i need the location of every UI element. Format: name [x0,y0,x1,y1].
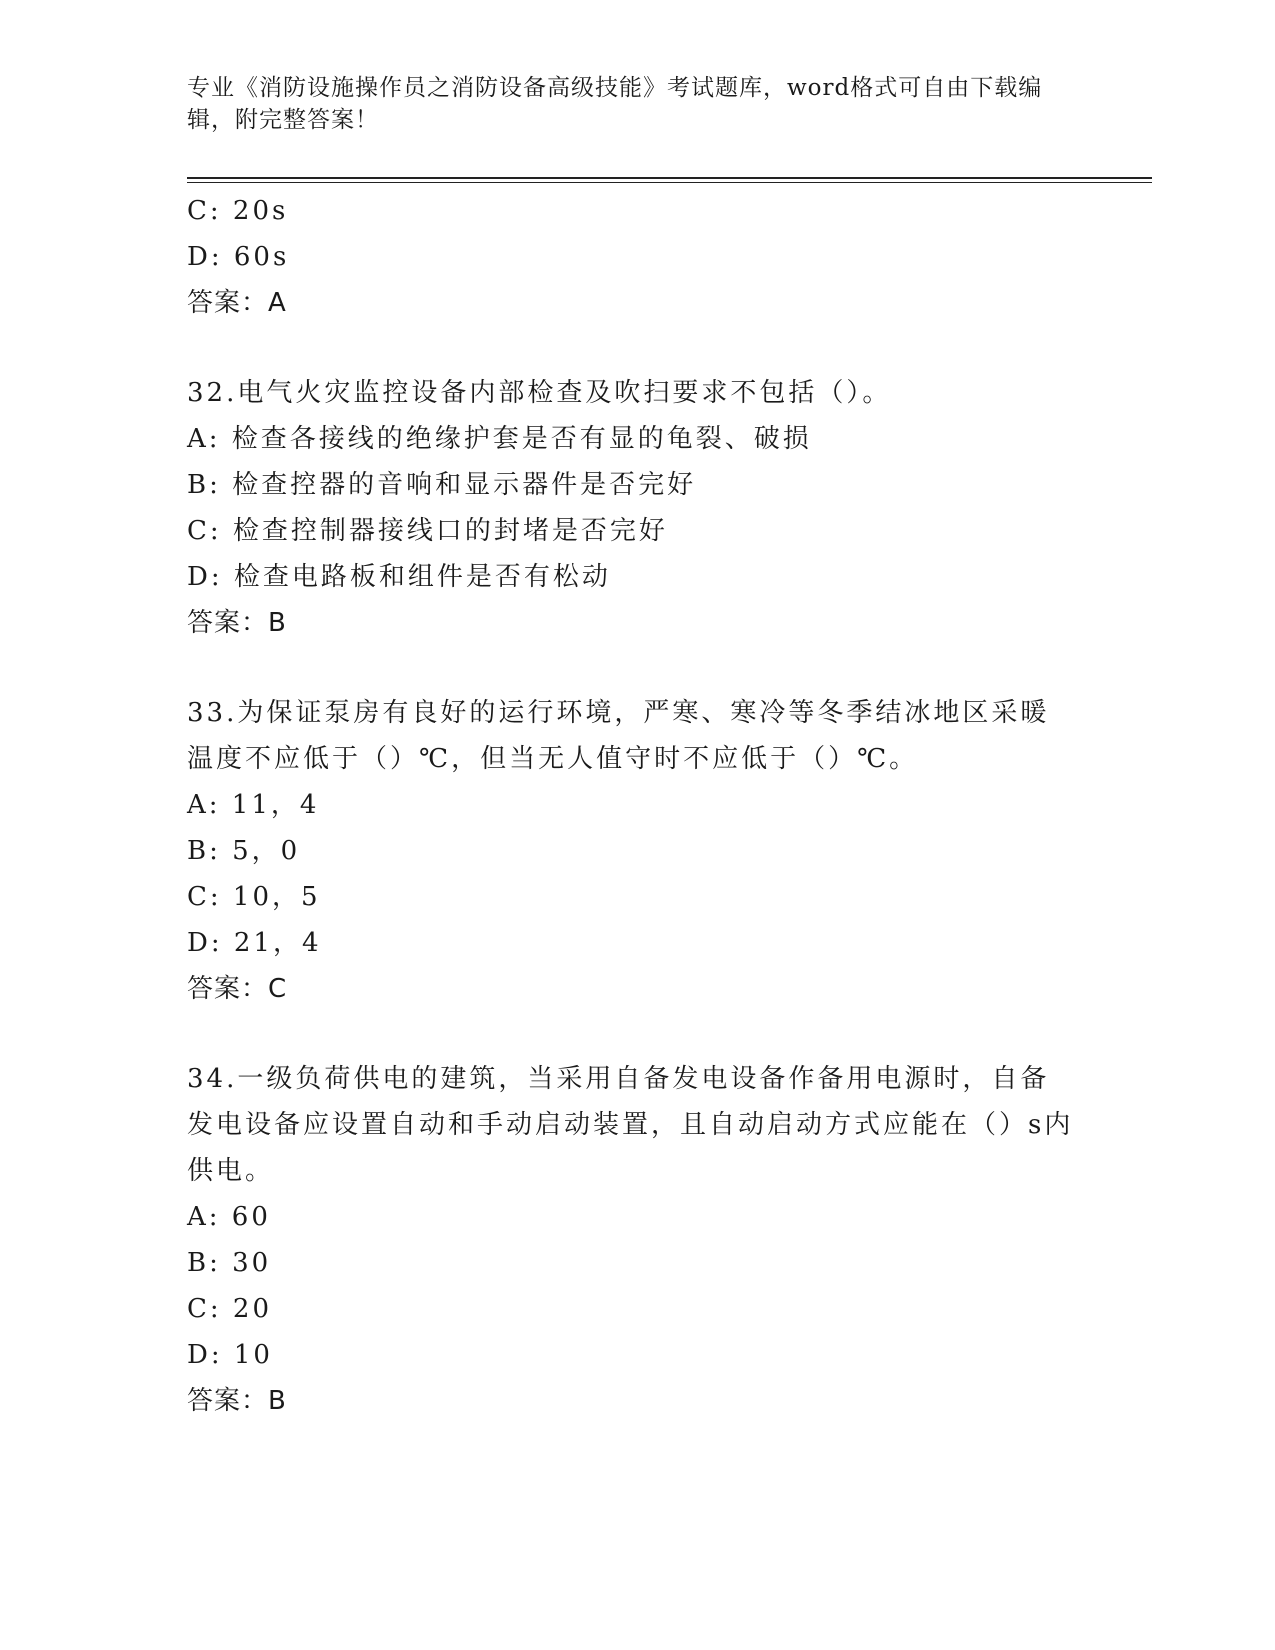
option-a: A: 11，4 [187,790,320,820]
question-32 [187,370,1087,646]
option-a: A: 60 [187,1202,271,1232]
spacer [187,646,1087,690]
question-33 [187,690,1087,1012]
spacer [187,1012,1087,1056]
option-c: C: 10，5 [187,882,321,912]
option-d: D: 60s [187,242,290,272]
question-34 [187,1056,1087,1424]
option-d: D: 10 [187,1340,273,1370]
option-b: B: 检查控器的音响和显示器件是否完好 [187,470,697,500]
spacer [187,326,1087,370]
question-content [187,188,1087,1424]
option-d: D: 21，4 [187,928,322,958]
option-b: B: 30 [187,1248,272,1278]
question-stem: 34.一级负荷供电的建筑，当采用自备发电设备作备用电源时，自备发电设备应设置自动和手动启动装置，且自动启动方式应能在（）s内供电。 [187,1064,1074,1186]
question-31-partial [187,188,1087,326]
option-d: D: 检查电路板和组件是否有松动 [187,562,611,592]
answer-line: 答案：B [187,608,287,638]
option-c: C: 检查控制器接线口的封堵是否完好 [187,516,668,546]
question-stem: 32.电气火灾监控设备内部检查及吹扫要求不包括（）。 [187,378,892,408]
option-a: A: 检查各接线的绝缘护套是否有显的龟裂、破损 [187,424,812,454]
header-rule-thick [187,177,1152,179]
answer-line: 答案：A [187,288,287,318]
question-stem: 33.为保证泵房有良好的运行环境，严寒、寒冷等冬季结冰地区采暖温度不应低于（）℃，但当无人值守时不应低于（）℃。 [187,698,1050,774]
answer-line: 答案：C [187,974,288,1004]
option-b: B: 5，0 [187,836,301,866]
header-rule-thin [187,182,1152,183]
answer-line: 答案：B [187,1386,287,1416]
option-c: C: 20s [187,196,289,226]
document-header: 专业《消防设施操作员之消防设备高级技能》考试题库，word格式可自由下载编辑，附完整答案！ [187,75,1043,133]
option-c: C: 20 [187,1294,273,1324]
